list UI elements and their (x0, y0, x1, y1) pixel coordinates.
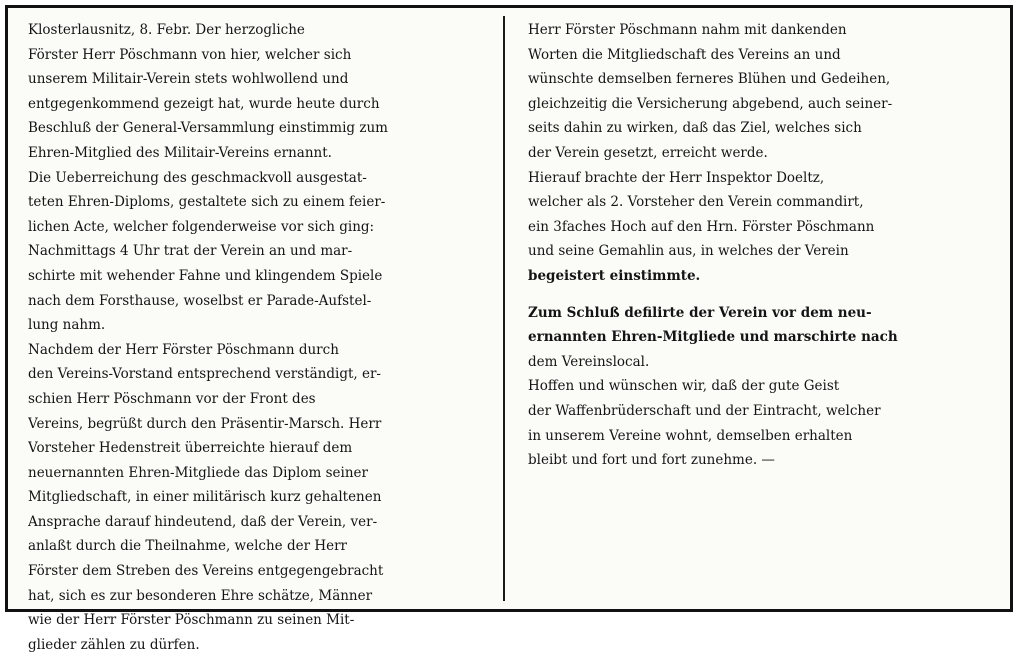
text-line: Mitgliedschaft, in einer militärisch kurz gehaltenen (28, 489, 382, 506)
text-line: schirte mit wehender Fahne und klingendem Spiele (28, 267, 383, 284)
paragraph-gap (528, 289, 998, 301)
text-line: Nachdem der Herr Förster Pöschmann durch (28, 341, 339, 358)
text-line: lichen Acte, welcher folgenderweise vor sich ging: (28, 218, 375, 235)
text-line: Herr Förster Pöschmann nahm mit dankenden (528, 22, 847, 38)
text-line: in unserem Vereine wohnt, demselben erhalten (528, 427, 853, 444)
text-line: Die Ueberreichung des geschmackvoll ausgestat- (28, 169, 367, 186)
text-line: unserem Militair-Verein stets wohlwollend und (28, 71, 349, 88)
text-line: schien Herr Pöschmann vor der Front des (28, 390, 316, 407)
text-line: bleibt und fort und fort zunehme. — (528, 452, 775, 469)
newspaper-clipping (5, 5, 1013, 653)
text-line: wie der Herr Förster Pöschmann zu seinen Mit- (28, 612, 355, 629)
text-line: Förster Herr Pöschmann von hier, welcher sich (28, 46, 352, 63)
text-line: Worten die Mitgliedschaft des Vereins an und (528, 46, 841, 63)
text-line: Hierauf brachte der Herr Inspektor Doeltz, (528, 169, 825, 186)
text-line: Vereins, begrüßt durch den Präsentir-Marsch. Herr (28, 415, 382, 432)
column-divider (503, 16, 505, 601)
text-line: Ansprache darauf hindeutend, daß der Verein, ver- (28, 513, 378, 530)
text-line: und seine Gemahlin aus, in welches der Verein (528, 243, 849, 260)
text-line: der Verein gesetzt, erreicht werde. (528, 144, 768, 161)
right-column (528, 18, 998, 473)
text-line: anlaßt durch die Theilnahme, welche der Herr (28, 538, 347, 555)
text-line: neuernannten Ehren-Mitgliede das Diplom seiner (28, 464, 368, 481)
text-line: den Vereins-Vorstand entsprechend verständigt, er- (28, 366, 381, 383)
text-line: nach dem Forsthause, woselbst er Parade-Aufstel- (28, 292, 372, 309)
text-line: begeistert einstimmte. (528, 267, 701, 284)
text-line: ein 3faches Hoch auf den Hrn. Förster Pöschmann (528, 218, 875, 235)
text-line: ernannten Ehren-Mitgliede und marschirte nach (528, 329, 898, 346)
text-line: Hoffen und wünschen wir, daß der gute Geist (528, 378, 840, 395)
text-line: der Waffenbrüderschaft und der Eintracht, welcher (528, 402, 881, 419)
text-line: Nachmittags 4 Uhr trat der Verein an und mar- (28, 243, 353, 260)
text-line: Beschluß der General-Versammlung einstimmig zum (28, 120, 388, 137)
text-line: hat, sich es zur besonderen Ehre schätze, Männer (28, 587, 373, 604)
text-line: lung nahm. (28, 317, 106, 334)
text-line: gleichzeitig die Versicherung abgebend, auch seiner- (528, 95, 893, 112)
text-line: Vorsteher Hedenstreit überreichte hierauf dem (28, 440, 353, 457)
text-line: entgegenkommend gezeigt hat, wurde heute durch (28, 95, 380, 112)
text-line: Ehren-Mitglied des Militair-Vereins ernannt. (28, 144, 332, 161)
text-line: teten Ehren-Diploms, gestaltete sich zu einem feier- (28, 194, 386, 211)
right-column-part-a (528, 18, 998, 289)
text-line: seits dahin zu wirken, daß das Ziel, welches sich (528, 120, 862, 137)
text-line: Klosterlausnitz, 8. Febr. Der herzogliche (28, 22, 305, 38)
right-column-part-b (528, 301, 998, 473)
text-line: Förster dem Streben des Vereins entgegengebracht (28, 563, 384, 580)
text-line: Zum Schluß defilirte der Verein vor dem neu- (528, 304, 872, 321)
text-line: welcher als 2. Vorsteher den Verein commandirt, (528, 194, 864, 211)
left-column (28, 18, 494, 657)
text-line: glieder zählen zu dürfen. (28, 636, 200, 653)
text-line: dem Vereinslocal. (528, 353, 650, 370)
text-line: wünschte demselben ferneres Blühen und Gedeihen, (528, 71, 891, 88)
